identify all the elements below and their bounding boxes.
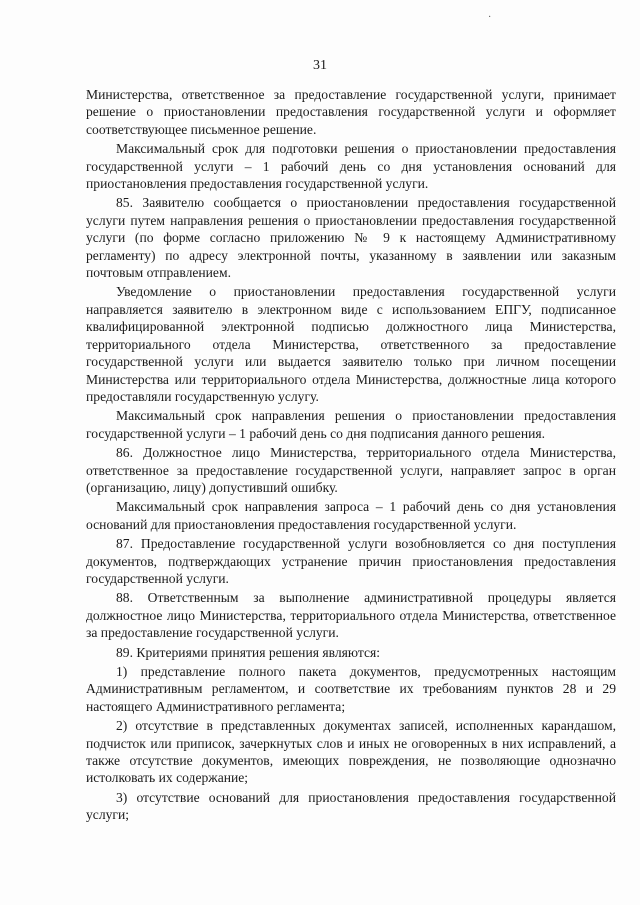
paragraph: Максимальный срок для подготовки решения о приостановлении предоставления государственной услуги – 1 рабочий день со дня установления оснований для приостановления предоставления государственной услуги. <box>86 141 616 192</box>
scan-mark: · <box>488 12 492 23</box>
paragraph: Максимальный срок направления запроса – 1 рабочий день со дня установления оснований для приостановления предоставления государственной услуги. <box>86 499 616 532</box>
list-item: 2) отсутствие в представленных документах записей, исполненных карандашом, подчисток или приписок, зачеркнутых слов и иных не оговоренных в них исправлений, а также отсутствие документов, имеющих повреждения, не позволяющие однозначно истолковать их содержание; <box>86 718 616 786</box>
paragraph: Уведомление о приостановлении предоставления государственной услуги направляется заявителю в электронном виде с использованием ЕПГУ, подписанное квалифицированной электронной подписью должностного лица Министерства, территориального отдела Министерства, ответственного за предоставление государственной услуги или выдается заявителю только при личном посещении Министерства или территориального отдела Министерства, должностные лица которого предоставляли государственную услугу. <box>86 284 616 404</box>
paragraph: 89. Критериями принятия решения являются: <box>116 644 381 660</box>
list-item: 1) представление полного пакета документов, предусмотренных настоящим Административным регламентом, и соответствие их требованиям пунктов 28 и 29 настоящего Административного регламента; <box>86 664 616 714</box>
paragraph: 88. Ответственным за выполнение административной процедуры является должностное лицо Министерства, территориального отдела Министерства, ответственное за предоставление государственной услуги. <box>86 590 616 641</box>
list-item: 3) отсутствие оснований для приостановления предоставления государственной услуги; <box>86 789 616 823</box>
body-text <box>86 86 616 826</box>
paragraph: 87. Предоставление государственной услуги возобновляется со дня поступления документов, подтверждающих устранение причин приостановления предоставления государственной услуги. <box>86 536 616 586</box>
page-number: 31 <box>313 58 327 73</box>
paragraph: Министерства, ответственное за предоставление государственной услуги, принимает решение о приостановлении предоставления государственной услуги и оформляет соответствующее письменное решение. <box>86 87 616 137</box>
paragraph: 86. Должностное лицо Министерства, территориального отдела Министерства, ответственное за предоставление государственной услуги, направляет запрос в орган (организацию, лицу) допустивший ошибку. <box>86 445 616 495</box>
paragraph: Максимальный срок направления решения о приостановлении предоставления государственной услуги – 1 рабочий день со дня подписания данного решения. <box>86 408 616 441</box>
paragraph: 85. Заявителю сообщается о приостановлении предоставления государственной услуги путем направления решения о приостановлении предоставления государственной услуги (по форме согласно приложению № 9 к настоящему Административному регламенту) по адресу электронной почты, указанному в заявлении или заказным почтовым отправлением. <box>86 195 616 281</box>
